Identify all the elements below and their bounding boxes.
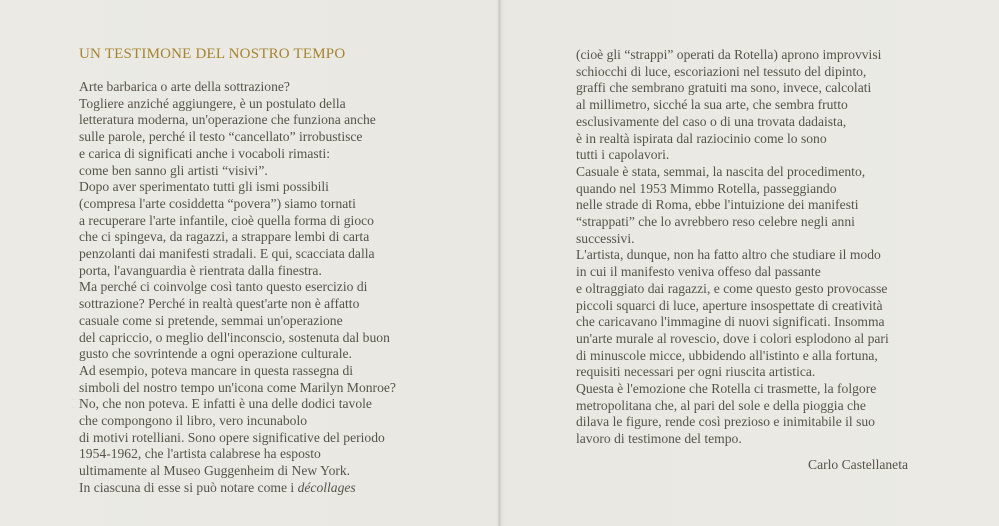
text-line xyxy=(79,228,369,245)
text-line-content: Casuale è stata, semmai, la nascita del procedimento, xyxy=(576,163,866,179)
text-line xyxy=(576,347,878,364)
text-line-content: è in realtà ispirata dal raziocinio come lo sono xyxy=(576,130,827,146)
text-line xyxy=(79,362,353,379)
text-line-content: Ma perché ci coinvolge così tanto questo esercizio di xyxy=(79,279,368,295)
text-line xyxy=(79,162,268,179)
text-line-content: (compresa l'arte cosiddetta “povera”) siamo tornati xyxy=(79,195,356,211)
italic-term: décollages xyxy=(297,479,356,495)
text-line-content: Togliere anziché aggiungere, è un postulato della xyxy=(79,95,346,111)
text-line xyxy=(576,313,885,330)
text-line-content: penzolanti dai manifesti stradali. E qui, scacciata dalla xyxy=(79,246,375,261)
text-line xyxy=(576,330,889,347)
text-line xyxy=(576,46,881,63)
text-line xyxy=(79,278,367,295)
text-line-content: requisiti necessari per ogni riuscita artistica. xyxy=(576,364,816,380)
text-line xyxy=(79,329,390,346)
page-fold xyxy=(498,0,501,526)
text-line-content: quando nel 1953 Mimmo Rotella, passeggiando xyxy=(576,180,837,196)
text-line xyxy=(576,79,871,96)
text-line xyxy=(79,479,356,496)
text-line xyxy=(576,297,883,314)
text-line-content: No, che non poteva. E infatti è una delle dodici tavole xyxy=(79,396,372,412)
text-line-content: simboli del nostro tempo un'icona come Marilyn Monroe? xyxy=(79,379,396,395)
text-line-content: in cui il manifesto veniva offeso dal passante xyxy=(576,264,821,280)
text-line xyxy=(79,111,376,128)
text-line-content: 1954-1962, che l'artista calabrese ha esposto xyxy=(79,446,321,462)
author-signature: Carlo Castellaneta xyxy=(808,457,909,472)
text-line-content: sulle parole, perché il testo “cancellato” irrobustisce xyxy=(79,129,363,145)
text-line xyxy=(79,145,330,162)
text-line xyxy=(576,180,837,197)
text-line-content: tutti i capolavori. xyxy=(576,147,670,163)
text-line xyxy=(576,230,635,247)
text-line xyxy=(79,178,329,195)
text-line-content: esclusivamente del caso o di una trovata dadaista, xyxy=(576,113,847,129)
text-line xyxy=(576,163,865,180)
text-line xyxy=(79,78,290,95)
text-line-content: che ci spingeva, da ragazzi, a strappare lembi di carta xyxy=(79,229,370,245)
text-line-content: Dopo aver sperimentato tutti gli ismi possibili xyxy=(79,179,329,195)
text-line-content: come ben sanno gli artisti “visivi”. xyxy=(79,162,268,178)
text-line xyxy=(79,195,356,212)
text-line-content: Questa è l'emozione che Rotella ci trasmette, la folgore xyxy=(576,381,877,396)
text-line-content: letteratura moderna, un'operazione che funziona anche xyxy=(79,112,376,128)
text-line-content: gusto che sovrintende a ogni operazione culturale. xyxy=(79,346,352,362)
text-line-content: In ciascuna di esse si può notare come i xyxy=(79,479,295,495)
text-line-content: ultimamente al Museo Guggenheim di New York. xyxy=(79,463,351,479)
text-line-content: successivi. xyxy=(576,230,635,246)
text-line-content: piccoli squarci di luce, aperture insospettate di creatività xyxy=(576,297,883,313)
text-line xyxy=(79,462,350,479)
text-line xyxy=(576,263,821,280)
text-line xyxy=(576,397,866,414)
text-line-content: metropolitana che, al pari del sole e della pioggia che xyxy=(576,397,866,413)
text-line-content: che caricavano l'immagine di nuovi significati. Insomma xyxy=(576,314,885,330)
text-line xyxy=(576,130,827,147)
text-line-content: Arte barbarica o arte della sottrazione? xyxy=(79,79,290,94)
text-line xyxy=(576,280,887,297)
text-line xyxy=(576,413,875,430)
text-line-content: Ad esempio, poteva mancare in questa rassegna di xyxy=(79,362,354,378)
text-line xyxy=(79,295,359,312)
text-line xyxy=(79,312,343,329)
text-line xyxy=(576,113,846,130)
text-line xyxy=(79,245,375,262)
text-line xyxy=(79,412,307,429)
text-line xyxy=(576,380,876,397)
text-line xyxy=(576,146,669,163)
text-line-content: al millimetro, sicché la sua arte, che sembra frutto xyxy=(576,97,848,113)
text-line-content: graffi che sembrano gratuiti ma sono, invece, calcolati xyxy=(576,80,872,96)
text-line xyxy=(79,262,322,279)
text-line-content: “strappati” che lo avrebbero reso celebre negli anni xyxy=(576,214,855,229)
text-line xyxy=(79,345,352,362)
text-line xyxy=(79,128,362,145)
text-line xyxy=(79,429,385,446)
text-line-content: di minuscole micce, ubbidendo all'istinto e alla fortuna, xyxy=(576,347,878,363)
page-title: UN TESTIMONE DEL NOSTRO TEMPO xyxy=(79,46,346,62)
text-line xyxy=(576,363,815,380)
text-line xyxy=(79,379,396,396)
text-line-content: che compongono il libro, vero incunabolo xyxy=(79,413,308,428)
text-line-content: casuale come si pretende, semmai un'operazione xyxy=(79,312,343,328)
text-line xyxy=(79,445,321,462)
text-line-content: porta, l'avanguardia è rientrata dalla finestra. xyxy=(79,262,322,278)
text-line xyxy=(576,96,848,113)
text-line xyxy=(576,246,881,263)
text-line xyxy=(79,395,372,412)
text-line-content: lavoro di testimone del tempo. xyxy=(576,431,742,447)
text-line xyxy=(576,430,742,447)
text-line-content: a recuperare l'arte infantile, cioè quella forma di gioco xyxy=(79,212,374,228)
text-line-content: schiocchi di luce, escoriazioni nel tessuto del dipinto, xyxy=(576,63,867,79)
text-line-content: un'arte murale al rovescio, dove i colori esplodono al pari xyxy=(576,330,889,346)
text-line xyxy=(79,95,346,112)
text-line-content: nelle strade di Roma, ebbe l'intuizione dei manifesti xyxy=(576,197,859,213)
text-line xyxy=(576,213,855,230)
text-line-content: del capriccio, o meglio dell'inconscio, sostenuta dal buon xyxy=(79,329,390,345)
text-line xyxy=(576,196,859,213)
text-line-content: L'artista, dunque, non ha fatto altro che studiare il modo xyxy=(576,247,881,263)
text-line xyxy=(576,63,866,80)
text-line xyxy=(79,212,374,229)
text-line-content: di motivi rotelliani. Sono opere significative del periodo xyxy=(79,429,385,445)
text-line-content: e oltraggiato dai ragazzi, e come questo gesto provocasse xyxy=(576,280,888,296)
text-line-content: sottrazione? Perché in realtà quest'arte non è affatto xyxy=(79,296,360,312)
text-line-content: (cioè gli “strappi” operati da Rotella) aprono improvvisi xyxy=(576,47,882,62)
text-line-content: e carica di significati anche i vocaboli rimasti: xyxy=(79,145,331,161)
text-line-content: dilava le figure, rende così prezioso e inimitabile il suo xyxy=(576,414,875,430)
